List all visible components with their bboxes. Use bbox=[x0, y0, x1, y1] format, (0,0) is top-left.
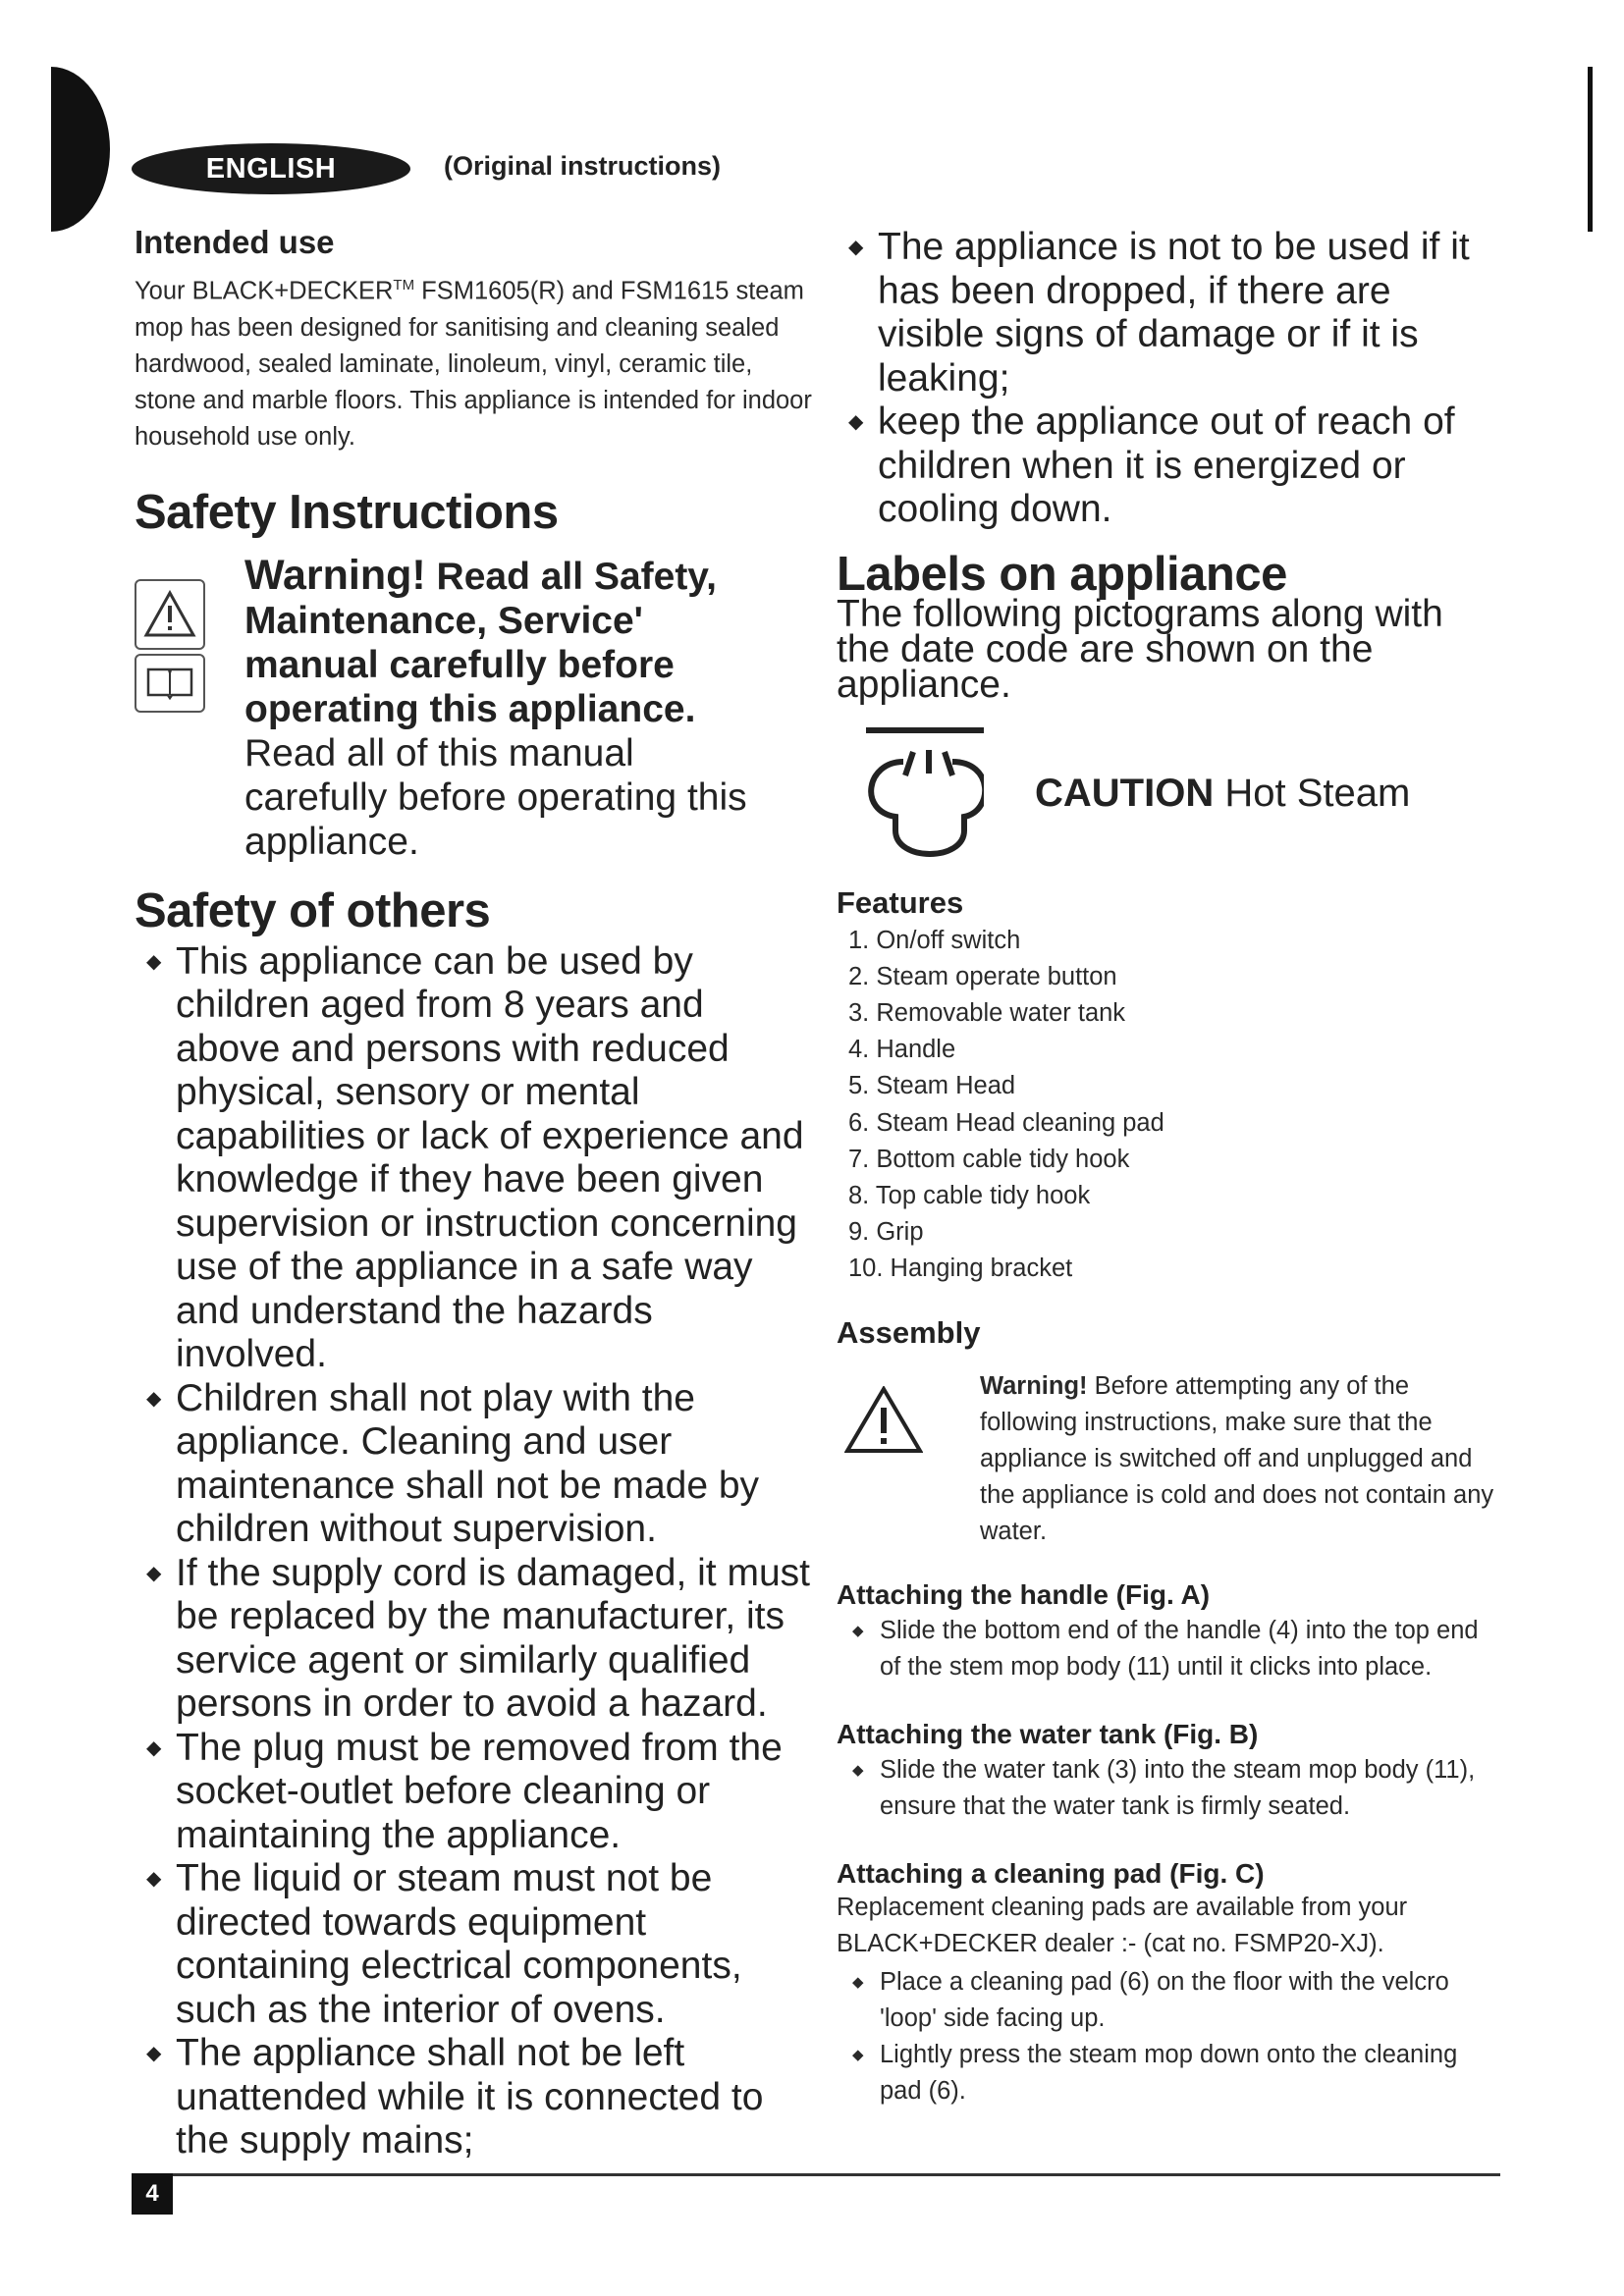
warning-word: Warning! bbox=[980, 1371, 1088, 1400]
list-item bbox=[135, 1377, 812, 1552]
bullet-icon: ◆ bbox=[852, 2046, 864, 2063]
list-item-text: keep the appliance out of reach of children when it is energized or cooling down. bbox=[878, 400, 1455, 530]
safety-icon-stack bbox=[135, 579, 205, 713]
bullet-icon: ◆ bbox=[848, 411, 864, 433]
footer-rule bbox=[132, 2173, 1500, 2176]
safety-of-others-section bbox=[135, 883, 812, 2163]
list-item-text: Place a cleaning pad (6) on the floor with the velcro 'loop' side facing up. bbox=[880, 1967, 1449, 2032]
warning-normal-text: Read all of this manual carefully before operating this appliance. bbox=[244, 731, 747, 863]
warning-bold-text: Read all Safety, Maintenance, Service' manual carefully before operating this appliance. bbox=[244, 555, 717, 730]
list-item-text: The liquid or steam must not be directed towards equipment containing electrical components, such as the interior of ovens. bbox=[176, 1857, 742, 2031]
labels-heading: Labels on appliance bbox=[837, 547, 1287, 601]
safety-instructions-section bbox=[135, 485, 812, 864]
intended-use-text-a: Your BLACK+DECKER bbox=[135, 277, 394, 305]
list-item: 10. Hanging bracket bbox=[848, 1255, 1073, 1283]
bullet-icon: ◆ bbox=[146, 2043, 162, 2064]
intended-use-heading: Intended use bbox=[135, 224, 335, 260]
features-heading: Features bbox=[837, 884, 964, 920]
list-item bbox=[837, 226, 1504, 400]
list-item bbox=[837, 1964, 1504, 2037]
bullet-icon: ◆ bbox=[852, 1973, 864, 1991]
caution-word: CAUTION bbox=[1035, 772, 1215, 815]
list-item: 1. On/off switch bbox=[848, 926, 1021, 954]
attaching-tank-list bbox=[837, 1752, 1504, 1825]
assembly-warning-text bbox=[980, 1368, 1504, 1550]
attaching-pad-heading: Attaching a cleaning pad (Fig. C) bbox=[837, 1857, 1265, 1889]
warning-triangle-icon bbox=[844, 1386, 923, 1460]
caution-description: Hot Steam bbox=[1214, 772, 1411, 815]
labels-section bbox=[837, 547, 1504, 872]
features-list bbox=[837, 923, 1504, 1288]
intended-use-section bbox=[135, 224, 812, 455]
list-item: 4. Handle bbox=[848, 1036, 956, 1064]
hot-steam-icon bbox=[837, 724, 984, 872]
attaching-tank-heading: Attaching the water tank (Fig. B) bbox=[837, 1718, 1259, 1749]
list-item: 7. Bottom cable tidy hook bbox=[848, 1145, 1130, 1173]
list-item bbox=[135, 940, 812, 1377]
list-item-text: Lightly press the steam mop down onto the cleaning pad (6). bbox=[880, 2040, 1458, 2105]
list-item bbox=[135, 1727, 812, 1858]
safety-of-others-continued-list bbox=[837, 226, 1504, 532]
attaching-pad-list bbox=[837, 1964, 1504, 2109]
list-item: 6. Steam Head cleaning pad bbox=[848, 1108, 1164, 1137]
list-item-text: If the supply cord is damaged, it must be replaced by the manufacturer, its service agent or similarly qualified persons in order to avoid a hazard. bbox=[176, 1551, 810, 1725]
attaching-handle-list bbox=[837, 1613, 1504, 1685]
left-column bbox=[135, 224, 812, 2163]
assembly-heading: Assembly bbox=[837, 1314, 981, 1350]
list-item-text: Slide the water tank (3) into the steam mop body (11), ensure that the water tank is firmly seated. bbox=[880, 1755, 1476, 1820]
manual-book-icon bbox=[135, 654, 205, 713]
language-label: ENGLISH bbox=[205, 152, 337, 185]
list-item-text: This appliance can be used by children aged from 8 years and above and persons with reduced physical, sensory or mental capabilities or lack of experience and knowledge if they have been given supervision or instruction concerning use of the appliance in a safe way and understand the hazards involved. bbox=[176, 939, 804, 1375]
list-item-text: The plug must be removed from the socket-outlet before cleaning or maintaining the appliance. bbox=[176, 1726, 783, 1856]
intended-use-text bbox=[135, 267, 812, 455]
list-item-text: The appliance shall not be left unattended while it is connected to the supply mains; bbox=[176, 2032, 764, 2162]
list-item bbox=[837, 1752, 1504, 1825]
list-item: 8. Top cable tidy hook bbox=[848, 1181, 1091, 1209]
list-item bbox=[135, 2032, 812, 2163]
list-item-text: The appliance is not to be used if it has been dropped, if there are visible signs of damage or if it is leaking; bbox=[878, 226, 1470, 400]
list-item bbox=[135, 1857, 812, 2032]
safety-warning-block bbox=[135, 551, 812, 864]
bullet-icon: ◆ bbox=[852, 1761, 864, 1779]
warning-triangle-icon bbox=[135, 579, 205, 650]
safety-instructions-heading: Safety Instructions bbox=[135, 485, 559, 539]
bullet-icon: ◆ bbox=[146, 1562, 162, 1584]
list-item: 9. Grip bbox=[848, 1218, 924, 1247]
list-item: 5. Steam Head bbox=[848, 1072, 1016, 1100]
features-section bbox=[837, 885, 1504, 1288]
attaching-pad-intro: Replacement cleaning pads are available from your BLACK+DECKER dealer :- (cat no. FSMP20-XJ). bbox=[837, 1893, 1408, 1957]
caution-text bbox=[1035, 772, 1410, 816]
edge-tab bbox=[51, 67, 110, 232]
bullet-icon: ◆ bbox=[146, 1868, 162, 1890]
caution-label bbox=[837, 724, 1504, 872]
assembly-section bbox=[837, 1315, 1504, 2109]
trademark-mark: TM bbox=[393, 277, 415, 294]
language-badge bbox=[132, 143, 410, 194]
list-item bbox=[135, 1552, 812, 1727]
assembly-warning bbox=[837, 1368, 1504, 1550]
bullet-icon: ◆ bbox=[848, 237, 864, 258]
safety-warning-text bbox=[244, 551, 775, 864]
list-item bbox=[837, 2037, 1504, 2109]
labels-text: The following pictograms along with the date code are shown on the appliance. bbox=[837, 592, 1443, 706]
original-instructions-note: (Original instructions) bbox=[444, 151, 722, 181]
list-item: 3. Removable water tank bbox=[848, 998, 1126, 1027]
bullet-icon: ◆ bbox=[852, 1622, 864, 1639]
list-item-text: Slide the bottom end of the handle (4) into the top end of the stem mop body (11) until it clicks into place. bbox=[880, 1616, 1479, 1681]
right-edge-rule bbox=[1588, 67, 1593, 232]
safety-of-others-list bbox=[135, 940, 812, 2163]
page-number: 4 bbox=[132, 2173, 173, 2215]
list-item-text: Children shall not play with the appliance. Cleaning and user maintenance shall not be made by children without supervision. bbox=[176, 1376, 760, 1550]
safety-of-others-heading: Safety of others bbox=[135, 883, 491, 937]
attaching-handle-heading: Attaching the handle (Fig. A) bbox=[837, 1578, 1211, 1610]
right-column bbox=[837, 224, 1504, 2109]
bullet-icon: ◆ bbox=[146, 950, 162, 973]
intended-use-text-b: FSM1605(R) and FSM1615 steam mop has been designed for sanitising and cleaning sealed hardwood, sealed laminate, linoleum, vinyl, ceramic tile, stone and marble floors. This appliance is intended for indoor household use only. bbox=[135, 277, 812, 451]
list-item bbox=[837, 1613, 1504, 1685]
list-item: 2. Steam operate button bbox=[848, 962, 1117, 990]
bullet-icon: ◆ bbox=[146, 1736, 162, 1759]
warning-word: Warning! bbox=[244, 551, 426, 599]
list-item bbox=[837, 400, 1504, 532]
warning-description: Before attempting any of the following instructions, make sure that the appliance is switched off and unplugged and the appliance is cold and does not contain any water. bbox=[980, 1371, 1494, 1545]
bullet-icon: ◆ bbox=[146, 1387, 162, 1410]
